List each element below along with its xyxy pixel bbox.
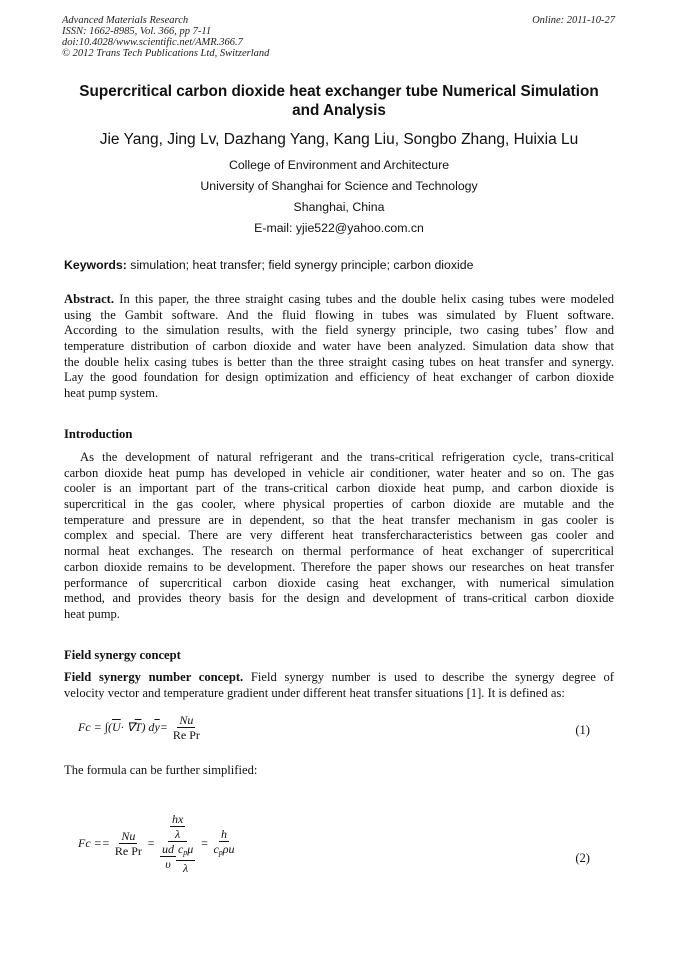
intro-line: heat pump.	[64, 606, 120, 621]
affiliation-university: University of Shanghai for Science and Technology	[200, 179, 478, 193]
issn: ISSN: 1662-8985, Vol. 366, pp 7-11	[62, 26, 212, 37]
abstract-line: the double helix casing tubes is better than the three straight casing tubes on heat transfer and synergy.	[64, 354, 614, 369]
simplify-text	[64, 763, 614, 779]
eq1-den: Re Pr	[172, 728, 200, 742]
introduction-heading: Introduction	[64, 427, 133, 441]
title-line: and Analysis	[292, 102, 386, 119]
author-email: E-mail: yjie522@yahoo.com.cn	[254, 221, 424, 235]
affiliation-location: Shanghai, China	[293, 200, 385, 214]
fs-line: velocity vector and temperature gradient under different heat transfer situations [1]. It is defined as:	[64, 685, 565, 700]
eq2-c3: c	[213, 842, 219, 856]
eq2-ud: ud	[161, 842, 174, 856]
eq2-p: p	[183, 848, 188, 857]
fs-text: Field synergy number is used to describe the synergy degree of	[243, 670, 615, 684]
abstract-line: Lay the good foundation for design optimization and efficiency of heat exchanger of carbon dioxide	[64, 370, 614, 385]
fs-sublabel: Field synergy number concept.	[64, 670, 244, 684]
abstract	[64, 292, 614, 402]
eq2-c: c	[177, 842, 184, 856]
eq1-t: $\overline{T}$	[134, 720, 142, 734]
journal-header	[62, 15, 269, 59]
intro-line: carbon dioxide remains to be development. Therefore the paper shows our researches on heat transfer	[64, 559, 614, 574]
intro-line: temperature and pressure are in dependent, so that the heat transfer mechanism in gas cooler is	[64, 512, 614, 527]
authors: Jie Yang, Jing Lv, Dazhang Yang, Kang Liu, Songbo Zhang, Huixia Lu	[99, 131, 579, 148]
eq1-fraction	[171, 713, 202, 742]
eq2-frac1	[113, 829, 144, 858]
title-line: Supercritical carbon dioxide heat exchanger tube Numerical Simulation	[79, 83, 599, 100]
intro-line: normal heat exchanges. The research on thermal performance of heat exchanger of supercritical	[64, 544, 614, 559]
eq2-mu: μ	[187, 842, 194, 856]
eq1-rp: ) d	[141, 720, 155, 734]
intro-line: As the development of natural refrigerant and the trans-critical refrigeration cycle, trans-critical	[80, 450, 614, 464]
eq2-h: h	[220, 827, 227, 841]
journal-name: Advanced Materials Research	[62, 15, 189, 26]
eq2-p3: p	[218, 848, 223, 857]
copyright: © 2012 Trans Tech Publications Ltd, Switzerland	[62, 48, 270, 59]
paper-title	[40, 82, 638, 120]
equation-2-number: (2)	[575, 851, 590, 865]
field-synergy-heading: Field synergy concept	[64, 648, 181, 662]
keywords	[64, 258, 473, 272]
eq1-eq: =	[159, 720, 168, 734]
fs-line	[64, 670, 614, 686]
eq1-num: Nu	[179, 713, 194, 727]
eq2-lambda2: λ	[183, 861, 189, 875]
intro-line: supercritical in the gas cooler, where physical properties of carbon dioxide are mutable and the	[64, 497, 614, 512]
eq1-u: $\overline{U}$	[112, 720, 121, 734]
eq2-lhs: Fc ==	[78, 836, 110, 850]
abstract-line: According to the simulation results, with the field synergy principle, two casing tubes’ flow and	[64, 323, 614, 338]
equation-2	[78, 812, 240, 875]
eq1-dot: · ∇	[120, 720, 135, 734]
abstract-text: In this paper, the three straight casing tubes and the double helix casing tubes were modeled	[114, 292, 614, 306]
eq2-hx: hx	[171, 812, 184, 826]
eq1-y: $\overline{y}$	[154, 720, 160, 734]
abstract-label: Abstract.	[64, 292, 115, 306]
eq2-eq: =	[146, 836, 155, 850]
intro-line: carbon dioxide heat pump has developed in vehicle air conditioner, water heater and so on. The gas	[64, 465, 614, 480]
simplify-line: The formula can be further simplified:	[64, 763, 258, 777]
abstract-line	[64, 292, 614, 308]
abstract-line: heat pump system.	[64, 386, 159, 401]
equation-1	[78, 713, 205, 742]
eq2-lambda: λ	[175, 827, 181, 841]
eq2-rhou: ρu	[222, 842, 235, 856]
doi: doi:10.4028/www.scientific.net/AMR.366.7	[62, 37, 243, 48]
intro-line: method, and provides theory basis for the design and development of trans-critical carbon dioxide	[64, 591, 614, 606]
eq2-frac3	[211, 827, 236, 860]
field-synergy-body	[64, 670, 614, 701]
eq2-den1: Re Pr	[114, 844, 142, 858]
abstract-line: using the Gambit software. And the fluid flowing in tubes was simulated by Fluent software.	[64, 307, 614, 322]
eq2-frac2-num	[168, 812, 187, 842]
eq2-eq2: =	[200, 836, 209, 850]
abstract-line: temperature distribution of carbon dioxide and water have been analyzed. Simulation data show that	[64, 339, 614, 354]
equation-1-number: (1)	[575, 723, 590, 737]
online-date: Online: 2011-10-27	[532, 15, 615, 26]
intro-line: performance of supercritical carbon dioxide casing heat exchanger, with numerical simulation	[64, 575, 614, 590]
eq1-lhs: Fc = ∫(	[78, 720, 113, 734]
intro-line: complex and special. There are very different heat transfercharacteristics between gas cooler and	[64, 528, 614, 543]
eq2-num1: Nu	[121, 829, 136, 843]
keywords-text: simulation; heat transfer; field synergy principle; carbon dioxide	[126, 258, 474, 272]
eq2-frac2	[158, 812, 197, 875]
eq2-frac2-den	[158, 842, 197, 875]
intro-line: cooler is an important part of the trans-critical carbon dioxide heat pump, and carbon dioxide is	[64, 481, 614, 496]
eq2-nu: υ	[165, 857, 171, 871]
introduction-body	[64, 450, 614, 623]
keywords-label: Keywords:	[64, 258, 127, 272]
affiliation-college: College of Environment and Architecture	[228, 158, 450, 172]
